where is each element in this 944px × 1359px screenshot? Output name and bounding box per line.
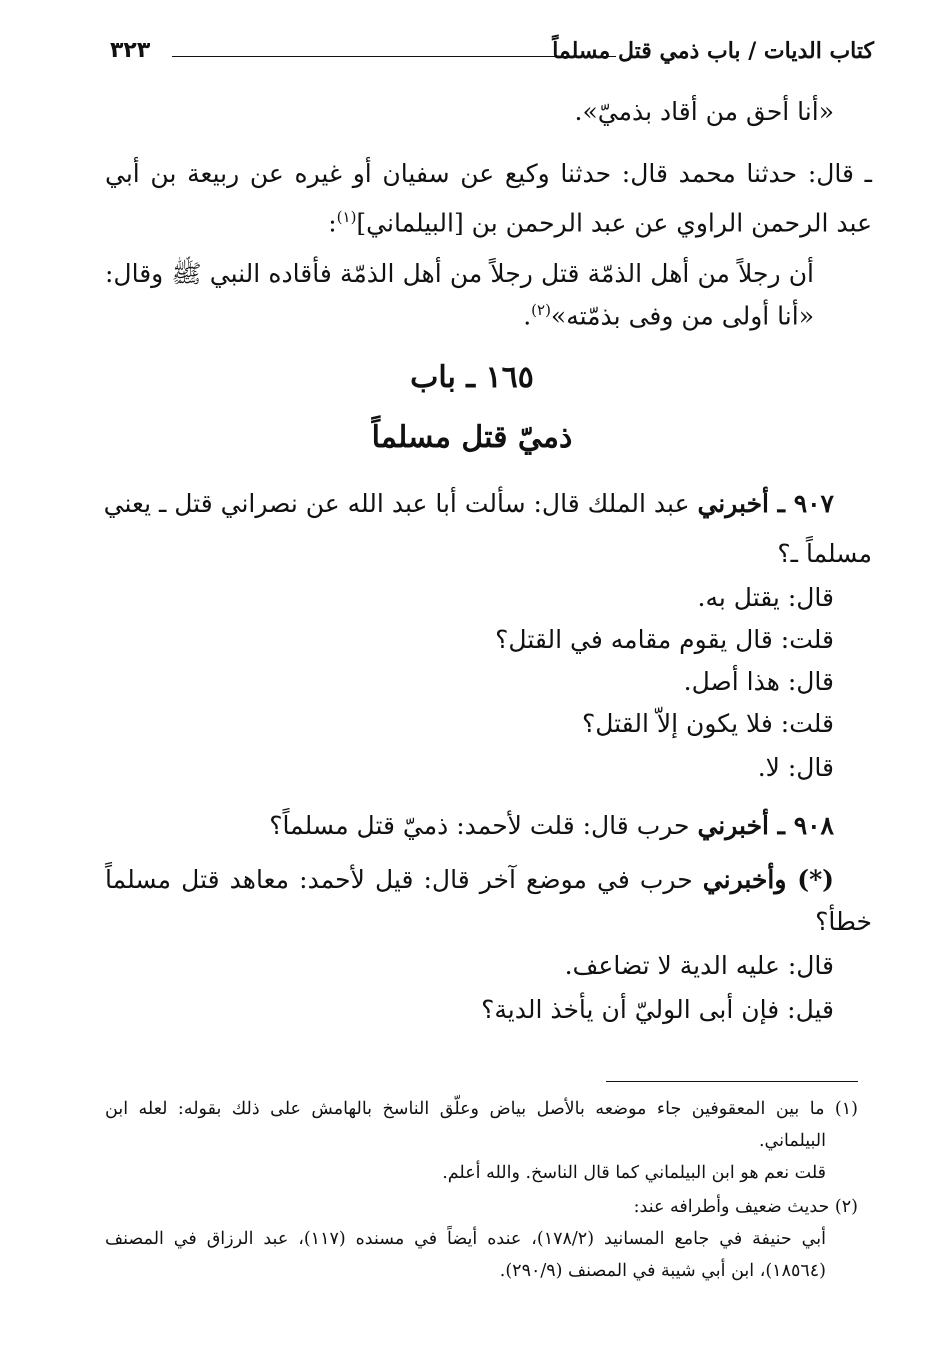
chapter-title: ذميّ قتل مسلماً xyxy=(371,420,573,455)
paragraph-907-lead: ٩٠٧ ـ أخبرني xyxy=(697,489,834,518)
header-rule xyxy=(172,56,616,57)
dialogue-line-3: قال: هذا أصل. xyxy=(683,667,834,696)
dialogue-line-7: قيل: فإن أبى الوليّ أن يأخذ الدية؟ xyxy=(481,995,834,1024)
paragraph-907-continued: مسلماً ـ؟ xyxy=(777,539,872,568)
footnote-2-line-1: (٢) حديث ضعيف وأطرافه عند: xyxy=(633,1197,858,1217)
body-line-5-text: «أنا أولى من وفى بذمّته» xyxy=(550,301,814,331)
paragraph-star xyxy=(105,860,834,900)
paragraph-star-continued: خطأ؟ xyxy=(815,907,872,936)
body-line-5-stop: . xyxy=(523,301,532,331)
footnote-2-line-2: أبي حنيفة في جامع المسانيد (١٧٨/٢)، عنده أيضاً في مسنده (١١٧)، عبد الرزاق في المصنف xyxy=(105,1229,826,1249)
paragraph-907 xyxy=(105,484,834,524)
chapter-number: ١٦٥ ـ باب xyxy=(410,360,534,395)
dialogue-line-2: قلت: قال يقوم مقامه في القتل؟ xyxy=(495,625,834,654)
body-line-3 xyxy=(105,197,872,243)
paragraph-908-text: حرب قال: قلت لأحمد: ذميّ قتل مسلماً؟ xyxy=(269,811,698,840)
body-line-2: ـ قال: حدثنا محمد قال: حدثنا وكيع عن سفيان أو غيره عن ربيعة بن أبي xyxy=(105,159,872,188)
page-number: ٣٢٣ xyxy=(110,38,151,63)
paragraph-908 xyxy=(105,806,834,846)
body-line-3-text: عبد الرحمن الراوي عن عبد الرحمن بن [البيلماني] xyxy=(356,208,872,238)
dialogue-line-5: قال: لا. xyxy=(757,753,834,782)
footnote-1-line-3: قلت نعم هو ابن البيلماني كما قال الناسخ. والله أعلم. xyxy=(442,1163,826,1183)
paragraph-908-lead: ٩٠٨ ـ أخبرني xyxy=(697,811,834,840)
running-title: كتاب الديات / باب ذمي قتل مسلماً xyxy=(552,38,874,64)
footnote-ref-2[interactable]: (٢) xyxy=(531,301,551,319)
dialogue-line-1: قال: يقتل به. xyxy=(697,583,834,612)
paragraph-star-lead: (*) وأخبرني xyxy=(702,865,834,894)
body-line-1: «أنا أحق من أقاد بذميّ». xyxy=(574,97,834,126)
dialogue-line-6: قال: عليه الدية لا تضاعف. xyxy=(564,951,834,980)
footnote-1-line-1: (١) ما بين المعقوفين جاء موضعه بالأصل بياض وعلّق الناسخ بالهامش على ذلك بقوله: لعله ابن xyxy=(105,1099,858,1119)
dialogue-line-4: قلت: فلا يكون إلاّ القتل؟ xyxy=(581,709,834,738)
paragraph-907-text: عبد الملك قال: سألت أبا عبد الله عن نصراني قتل ـ يعني xyxy=(103,489,698,518)
paragraph-star-text: حرب في موضع آخر قال: قيل لأحمد: معاهد قتل مسلماً xyxy=(105,865,703,894)
body-line-4: أن رجلاً من أهل الذمّة قتل رجلاً من أهل الذمّة فأقاده النبي ﷺ وقال: xyxy=(105,259,814,288)
footnote-1-line-2: البيلماني. xyxy=(758,1131,826,1151)
body-line-3-colon: : xyxy=(328,208,337,238)
running-header xyxy=(110,34,874,78)
footnote-2-line-3: (١٨٥٦٤)، ابن أبي شيبة في المصنف (٢٩٠/٩). xyxy=(499,1261,826,1281)
body-line-5 xyxy=(105,290,814,336)
footnote-ref-1[interactable]: (١) xyxy=(336,208,357,226)
footnote-rule xyxy=(606,1081,858,1082)
